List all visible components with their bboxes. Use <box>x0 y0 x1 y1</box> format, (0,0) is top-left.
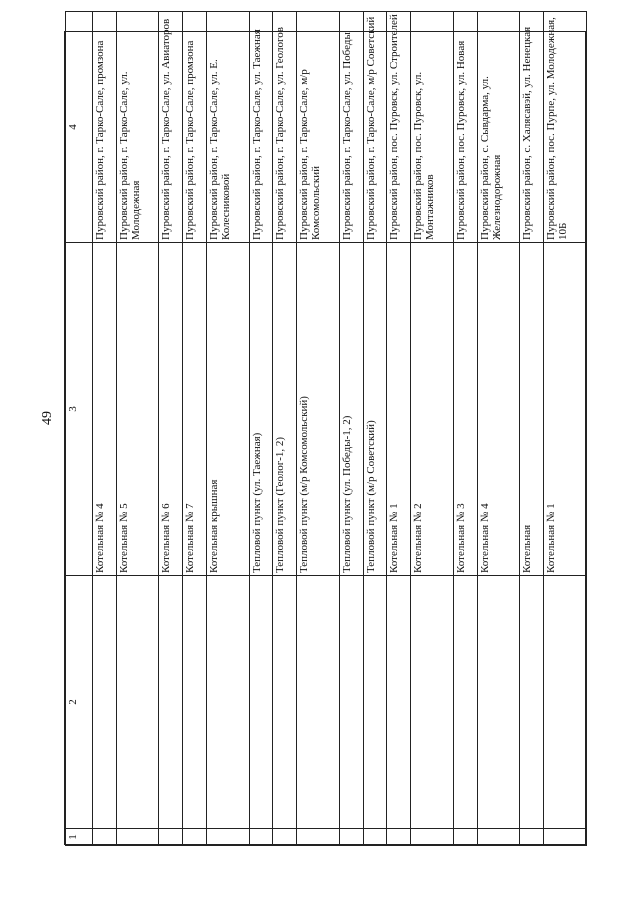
table-row <box>249 12 273 846</box>
table-cell-col-1 <box>273 829 297 846</box>
table-row <box>363 12 387 846</box>
table-cell-col-2 <box>339 576 363 829</box>
table-row <box>116 12 159 846</box>
table-cell-col-3: Котельная № 5 <box>116 243 159 576</box>
table-row <box>339 12 363 846</box>
table-cell-col-1 <box>92 829 116 846</box>
table-cell-col-2 <box>183 576 207 829</box>
table-row <box>159 12 183 846</box>
table-cell-col-2 <box>273 576 297 829</box>
table-cell-col-2 <box>159 576 183 829</box>
table-cell-col-1 <box>249 829 273 846</box>
table-cell-col-4: Пуровский район, г. Тарко-Сале, ул. Молодежная <box>116 12 159 243</box>
table-cell-col-3: Котельная № 2 <box>411 243 454 576</box>
table-cell-col-1 <box>387 829 411 846</box>
table-cell-col-3: Тепловой пункт (ул. Таежная) <box>249 243 273 576</box>
table-cell-col-2 <box>363 576 387 829</box>
header-col-4: 4 <box>66 12 93 243</box>
table-cell-col-3: Котельная крышная <box>206 243 249 576</box>
table-cell-col-1 <box>544 829 587 846</box>
table-cell-col-4: Пуровский район, пос. Пуровск, ул. Новая <box>453 12 477 243</box>
facilities-table <box>64 14 586 845</box>
table-cell-col-1 <box>477 829 520 846</box>
table-cell-col-2 <box>453 576 477 829</box>
table-cell-col-1 <box>159 829 183 846</box>
table-cell-col-3: Тепловой пункт (ул. Победы-1, 2) <box>339 243 363 576</box>
table-cell-col-4: Пуровский район, г. Тарко-Сале, ул. Победы <box>339 12 363 243</box>
table-cell-col-2 <box>249 576 273 829</box>
header-row <box>66 12 93 846</box>
table-row <box>183 12 207 846</box>
table-cell-col-2 <box>297 576 340 829</box>
table-cell-col-2 <box>206 576 249 829</box>
table-cell-col-3: Тепловой пункт (м/р Советский) <box>363 243 387 576</box>
table-cell-col-2 <box>116 576 159 829</box>
table-cell-col-4: Пуровский район, г. Тарко-Сале, промзона <box>183 12 207 243</box>
table-cell-col-2 <box>477 576 520 829</box>
table-cell-col-1 <box>116 829 159 846</box>
table-cell-col-2 <box>520 576 544 829</box>
table-cell-col-4: Пуровский район, г. Тарко-Сале, м/р Комсомольский <box>297 12 340 243</box>
table-cell-col-2 <box>544 576 587 829</box>
table-cell-col-3: Котельная <box>520 243 544 576</box>
table-cell-col-1 <box>520 829 544 846</box>
header-col-1: 1 <box>66 829 93 846</box>
table-cell-col-4: Пуровский район, г. Тарко-Сале, ул. Е. Колесниковой <box>206 12 249 243</box>
table-cell-col-4: Пуровский район, с. Сывдарма, ул. Железнодорожная <box>477 12 520 243</box>
table-cell-col-4: Пуровский район, г. Тарко-Сале, ул. Геологов <box>273 12 297 243</box>
table-row <box>544 12 587 846</box>
table-cell-col-4: Пуровский район, г. Тарко-Сале, м/р Советский <box>363 12 387 243</box>
table-cell-col-4: Пуровский район, пос. Пуровск, ул. Строителей <box>387 12 411 243</box>
table-rotated-content <box>65 14 587 846</box>
table-row <box>387 12 411 846</box>
table-cell-col-3: Котельная № 7 <box>183 243 207 576</box>
table-cell-col-4: Пуровский район, пос. Пуровск, ул. Монтажников <box>411 12 454 243</box>
table-cell-col-1 <box>453 829 477 846</box>
table-cell-col-1 <box>411 829 454 846</box>
table-cell-col-4: Пуровский район, с. Халясавэй, ул. Ненецкая <box>520 12 544 243</box>
table-cell-col-4: Пуровский район, г. Тарко-Сале, ул. Авиаторов <box>159 12 183 243</box>
table-row <box>273 12 297 846</box>
table-cell-col-3: Котельная № 1 <box>387 243 411 576</box>
table-cell-col-2 <box>92 576 116 829</box>
table-cell-col-4: Пуровский район, г. Тарко-Сале, промзона <box>92 12 116 243</box>
table-cell-col-1 <box>339 829 363 846</box>
table-row <box>206 12 249 846</box>
page-number: 49 <box>40 411 55 425</box>
table-cell-col-1 <box>363 829 387 846</box>
table-cell-col-4: Пуровский район, пос. Пурпе, ул. Молодежная, 10Б <box>544 12 587 243</box>
table-body <box>92 12 586 846</box>
table-cell-col-3: Котельная № 4 <box>92 243 116 576</box>
table-row <box>92 12 116 846</box>
table-cell-col-3: Тепловой пункт (м/р Комсомольский) <box>297 243 340 576</box>
table-cell-col-3: Котельная № 1 <box>544 243 587 576</box>
table-cell-col-3: Тепловой пункт (Геолог-1, 2) <box>273 243 297 576</box>
table-row <box>297 12 340 846</box>
table-cell-col-2 <box>411 576 454 829</box>
table-cell-col-2 <box>387 576 411 829</box>
table-row <box>411 12 454 846</box>
table-row <box>477 12 520 846</box>
table-cell-col-1 <box>206 829 249 846</box>
header-col-2: 2 <box>66 576 93 829</box>
table-cell-col-1 <box>183 829 207 846</box>
header-col-3: 3 <box>66 243 93 576</box>
table-cell-col-4: Пуровский район, г. Тарко-Сале, ул. Таежная <box>249 12 273 243</box>
table-cell-col-1 <box>297 829 340 846</box>
table-cell-col-3: Котельная № 3 <box>453 243 477 576</box>
table-row <box>520 12 544 846</box>
table-cell-col-3: Котельная № 6 <box>159 243 183 576</box>
facilities-table-grid <box>65 11 587 846</box>
table-row <box>453 12 477 846</box>
table-cell-col-3: Котельная № 4 <box>477 243 520 576</box>
